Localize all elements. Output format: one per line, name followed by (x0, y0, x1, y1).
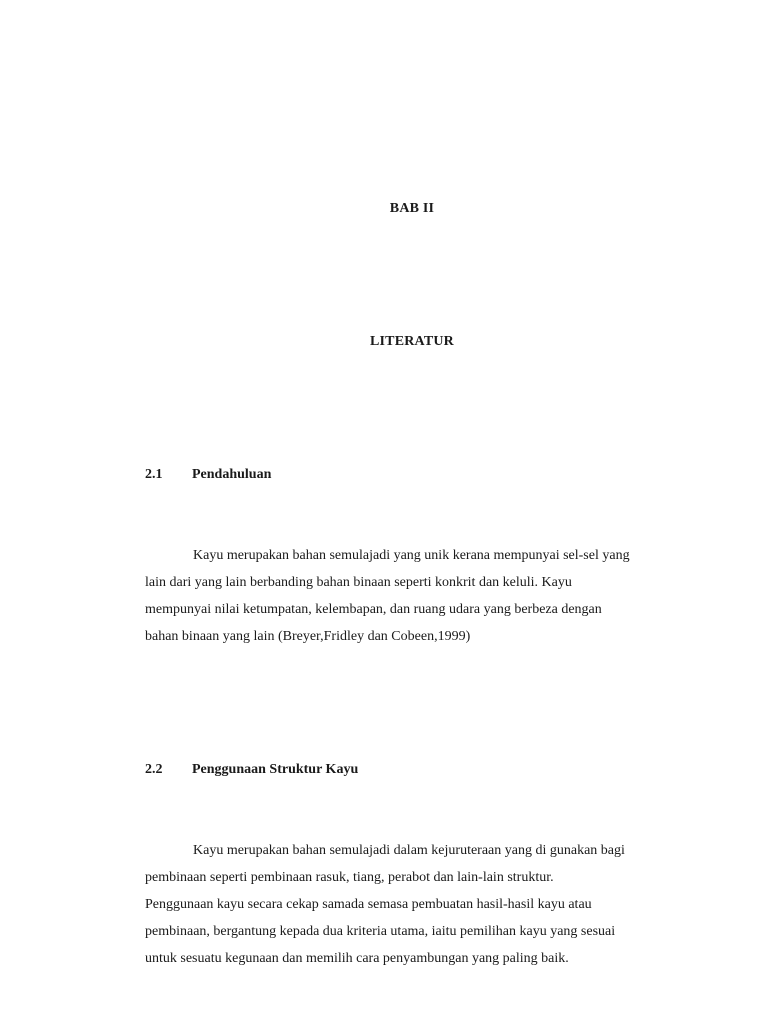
paragraph-line: mempunyai nilai ketumpatan, kelembapan, dan ruang udara yang berbeza dengan (145, 602, 602, 617)
paragraph-penggunaan-struktur-kayu (145, 837, 685, 972)
paragraph-line: lain dari yang lain berbanding bahan binaan seperti konkrit dan keluli. Kayu (145, 575, 572, 590)
section-number: 2.1 (145, 467, 163, 482)
paragraph-line: bahan binaan yang lain (Breyer,Fridley dan Cobeen,1999) (145, 629, 471, 644)
section-heading-pendahuluan (145, 467, 271, 483)
paragraph-line: Kayu merupakan bahan semulajadi yang unik kerana mempunyai sel-sel yang (193, 548, 630, 563)
paragraph-line: pembinaan seperti pembinaan rasuk, tiang, perabot dan lain-lain struktur. (145, 870, 554, 885)
section-number: 2.2 (145, 762, 163, 777)
chapter-title: LITERATUR (369, 334, 454, 349)
section-title: Pendahuluan (192, 467, 272, 482)
chapter-number: BAB II (389, 201, 435, 216)
paragraph-line: Penggunaan kayu secara cekap samada semasa pembuatan hasil-hasil kayu atau (145, 897, 592, 912)
paragraph-line: pembinaan, bergantung kepada dua kriteria utama, iaitu pemilihan kayu yang sesuai (145, 924, 616, 939)
paragraph-line: Kayu merupakan bahan semulajadi dalam kejuruteraan yang di gunakan bagi (193, 843, 625, 858)
section-heading-penggunaan-struktur-kayu (145, 762, 358, 778)
section-title: Penggunaan Struktur Kayu (192, 762, 359, 777)
paragraph-line: untuk sesuatu kegunaan dan memilih cara penyambungan yang paling baik. (145, 951, 569, 966)
paragraph-pendahuluan (145, 542, 685, 650)
